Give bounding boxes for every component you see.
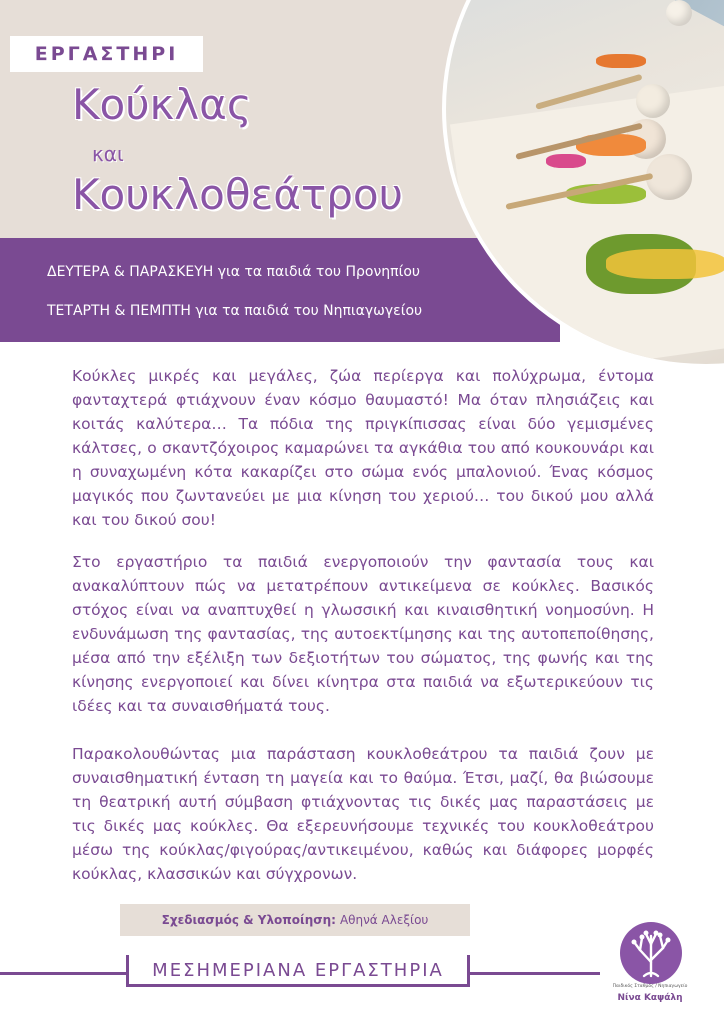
body-paragraph-2: Στο εργαστήριο τα παιδιά ενεργοποιούν την φαντασία τους και ανακαλύπτουν πώς να μετατρέπουν αντικείμενα σε κούκλες. Βασικός στόχος είναι να αναπτυχθεί η γλωσσική και κιναισθητική νοημοσύνη. Η ενδυνάμωση της φαντασίας, της αυτοεκτίμησης και της αυτοπεποίθησης, μέσα από την εξέλιξη των δεξιοτήτων του σώματος, της φωνής και της κίνησης ενεργοποιεί και δίνει κίνητρα στα παιδιά να εξωτερικεύουν τις ιδέες και τα συναισθήματά τους.: [72, 553, 654, 715]
schedule-line-1: [47, 264, 420, 280]
credit-box: [120, 904, 470, 936]
title-line-1: Κούκλας: [72, 80, 252, 129]
tree-icon: [620, 922, 682, 984]
photo-puppet-ball: [666, 0, 692, 26]
workshop-label-box: [10, 36, 203, 72]
title-line-3: Κουκλοθεάτρου: [72, 170, 403, 219]
credit-name: Αθηνά Αλεξίου: [339, 913, 429, 927]
footer-line-right: [470, 972, 600, 975]
tree-logo-icon: [620, 922, 682, 984]
body-paragraph-1: Κούκλες μικρές και μεγάλες, ζώα περίεργα και πολύχρωμα, έντομα φανταχτερά φτιάχνουν έναν κόσμο θαυμαστό! Μα όταν πλησιάζεις και κοιτάς καλύτερα… Τα πόδια της πριγκίπισσας είναι δύο γεμισμένες κάλτσες, ο σκαντζόχοιρος καμαρώνει τα αγκάθια του από κουκουνάρι και η συναχωμένη κότα κακαρίζει στο σώμα ενός μπαλονιού. Ένας κόσμος μαγικός που ζωντανεύει με μια κίνηση του χεριού… του δικού μου αλλά και του δικού σου!: [72, 367, 654, 529]
photo-table: [450, 66, 724, 368]
workshop-label: ΕΡΓΑΣΤΗΡΙ: [34, 43, 179, 65]
schedule-days-2: ΤΕΤΑΡΤΗ & ΠΕΜΠΤΗ: [47, 303, 191, 319]
schedule-days-1: ΔΕΥΤΕΡΑ & ΠΑΡΑΣΚΕΥΗ: [47, 264, 214, 280]
logo-name: Νίνα Καψάλη: [617, 993, 683, 1003]
body-paragraph-3: Παρακολουθώντας μια παράσταση κουκλοθεάτρου τα παιδιά ζουν με συναισθηματική ένταση τη μαγεία και το θαύμα. Έτσι, μαζί, θα βιώσουμε τη θεατρική αυτή σύμβαση φτιάχνοντας τις δικές μας παραστάσεις με τις δικές μας κούκλες. Θα εξερευνήσουμε τεχνικές του κουκλοθεάτρου μέσω της κούκλας/φιγούρας/αντικειμένου, καθώς και διάφορες μορφές κούκλας, κλασσικών και σύγχρονων.: [72, 745, 654, 883]
credit-label: Σχεδιασμός & Υλοποίηση:: [161, 913, 336, 927]
photo-puppet-ball: [636, 84, 670, 118]
footer-title: ΜΕΣΗΜΕΡΙΑΝΑ ΕΡΓΑΣΤΗΡΙΑ: [152, 960, 444, 981]
photo-yarn: [546, 154, 586, 168]
title-line-2: και: [92, 142, 124, 166]
puppets-photo: [442, 0, 724, 368]
schedule-text-2: για τα παιδιά του Νηπιαγωγείου: [195, 303, 423, 319]
footer-line-left: [0, 972, 128, 975]
photo-yarn: [596, 54, 646, 68]
schedule-text-1: για τα παιδιά του Προνηπίου: [217, 264, 420, 280]
logo-subtitle: Παιδικός Σταθμός / Νηπιαγωγείο: [612, 984, 688, 989]
schedule-line-2: [47, 303, 422, 319]
photo-yarn: [606, 249, 724, 279]
